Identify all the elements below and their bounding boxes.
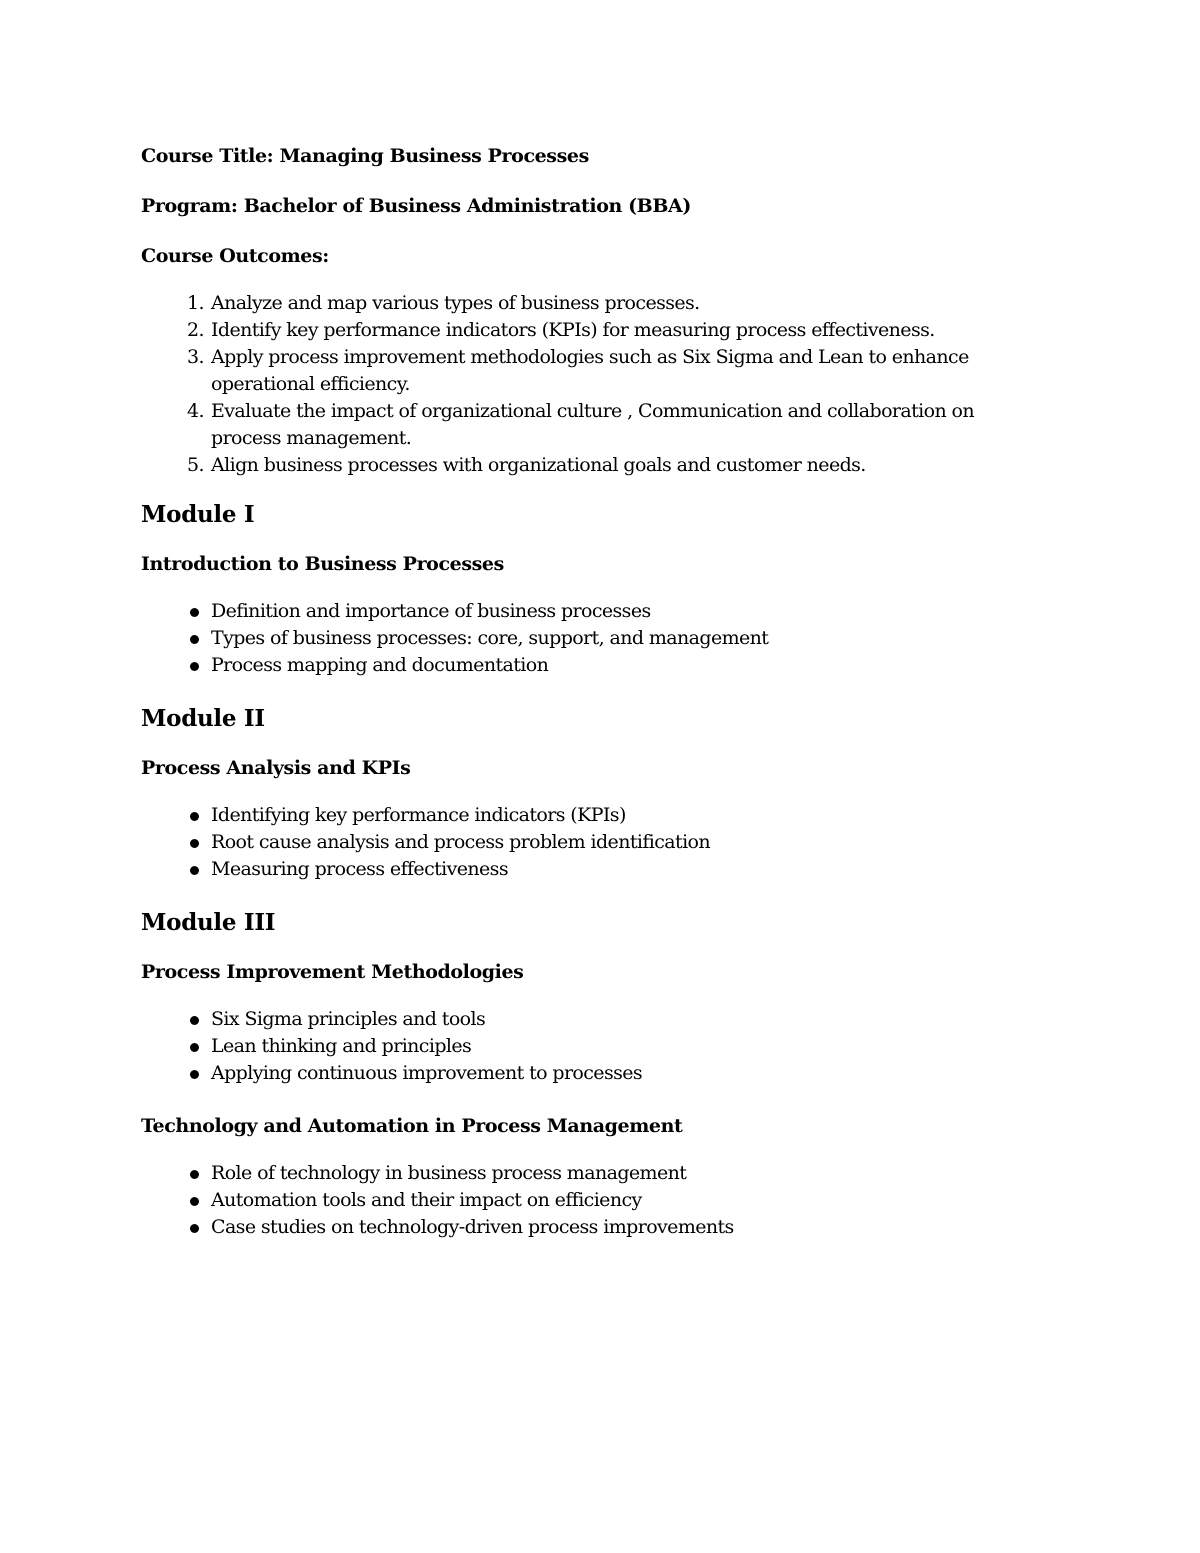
outcome-text: Align business processes with organizational goals and customer needs. bbox=[211, 454, 866, 476]
module-title: Module III bbox=[141, 909, 276, 936]
outcome-text: Identify key performance indicators (KPIs) for measuring process effectiveness. bbox=[211, 319, 935, 341]
list-item bbox=[141, 625, 1041, 652]
list-item-text: Definition and importance of business processes bbox=[211, 600, 651, 622]
outcome-item bbox=[141, 290, 1041, 317]
list-item bbox=[141, 802, 1041, 829]
list-item-text: Lean thinking and principles bbox=[211, 1035, 472, 1057]
bullet-icon bbox=[190, 1043, 199, 1052]
list-item-text: Types of business processes: core, support, and management bbox=[211, 627, 769, 649]
list-item bbox=[141, 598, 1041, 625]
bullet-icon bbox=[190, 608, 199, 617]
course-outcomes-heading: Course Outcomes: bbox=[141, 245, 329, 267]
bullet-icon bbox=[190, 866, 199, 875]
outcome-item bbox=[141, 452, 1041, 479]
bullet-list bbox=[141, 1160, 1041, 1241]
outcome-text: Analyze and map various types of business processes. bbox=[211, 292, 700, 314]
bullet-icon bbox=[190, 1197, 199, 1206]
outcome-number: 3. bbox=[187, 346, 204, 368]
outcome-number: 2. bbox=[187, 319, 204, 341]
outcome-number: 1. bbox=[187, 292, 204, 314]
bullet-icon bbox=[190, 812, 199, 821]
document-page bbox=[141, 140, 1041, 1265]
outcome-item bbox=[141, 317, 1041, 344]
module-title: Module II bbox=[141, 705, 265, 732]
list-item-text: Case studies on technology-driven process improvements bbox=[211, 1216, 734, 1238]
outcome-text: Apply process improvement methodologies such as Six Sigma and Lean to enhance operational efficiency. bbox=[211, 346, 969, 395]
course-title: Course Title: Managing Business Processes bbox=[141, 145, 589, 167]
list-item-text: Automation tools and their impact on efficiency bbox=[211, 1189, 642, 1211]
list-item bbox=[141, 856, 1041, 883]
bullet-icon bbox=[190, 1070, 199, 1079]
list-item bbox=[141, 1160, 1041, 1187]
list-item-text: Six Sigma principles and tools bbox=[211, 1008, 486, 1030]
section-heading: Technology and Automation in Process Management bbox=[141, 1115, 683, 1137]
outcome-number: 4. bbox=[187, 400, 204, 422]
list-item-text: Process mapping and documentation bbox=[211, 654, 549, 676]
bullet-icon bbox=[190, 662, 199, 671]
list-item bbox=[141, 1214, 1041, 1241]
list-item bbox=[141, 1060, 1041, 1087]
section-heading: Introduction to Business Processes bbox=[141, 553, 504, 575]
bullet-icon bbox=[190, 839, 199, 848]
list-item-text: Applying continuous improvement to processes bbox=[211, 1062, 643, 1084]
bullet-list bbox=[141, 598, 1041, 679]
list-item bbox=[141, 829, 1041, 856]
bullet-list bbox=[141, 802, 1041, 883]
outcome-text: Evaluate the impact of organizational culture , Communication and collaboration on process management. bbox=[211, 400, 975, 449]
bullet-list bbox=[141, 1006, 1041, 1087]
section-heading: Process Analysis and KPIs bbox=[141, 757, 411, 779]
list-item-text: Identifying key performance indicators (KPIs) bbox=[211, 804, 626, 826]
bullet-icon bbox=[190, 635, 199, 644]
outcome-item bbox=[141, 398, 1041, 452]
course-outcomes-list bbox=[141, 290, 1041, 479]
list-item bbox=[141, 652, 1041, 679]
list-item bbox=[141, 1033, 1041, 1060]
list-item bbox=[141, 1187, 1041, 1214]
list-item bbox=[141, 1006, 1041, 1033]
list-item-text: Root cause analysis and process problem identification bbox=[211, 831, 711, 853]
outcome-item bbox=[141, 344, 1041, 398]
outcome-number: 5. bbox=[187, 454, 204, 476]
bullet-icon bbox=[190, 1170, 199, 1179]
bullet-icon bbox=[190, 1224, 199, 1233]
section-heading: Process Improvement Methodologies bbox=[141, 961, 524, 983]
module-title: Module I bbox=[141, 501, 255, 528]
program-line: Program: Bachelor of Business Administration (BBA) bbox=[141, 195, 691, 217]
list-item-text: Measuring process effectiveness bbox=[211, 858, 508, 880]
bullet-icon bbox=[190, 1016, 199, 1025]
list-item-text: Role of technology in business process management bbox=[211, 1162, 687, 1184]
